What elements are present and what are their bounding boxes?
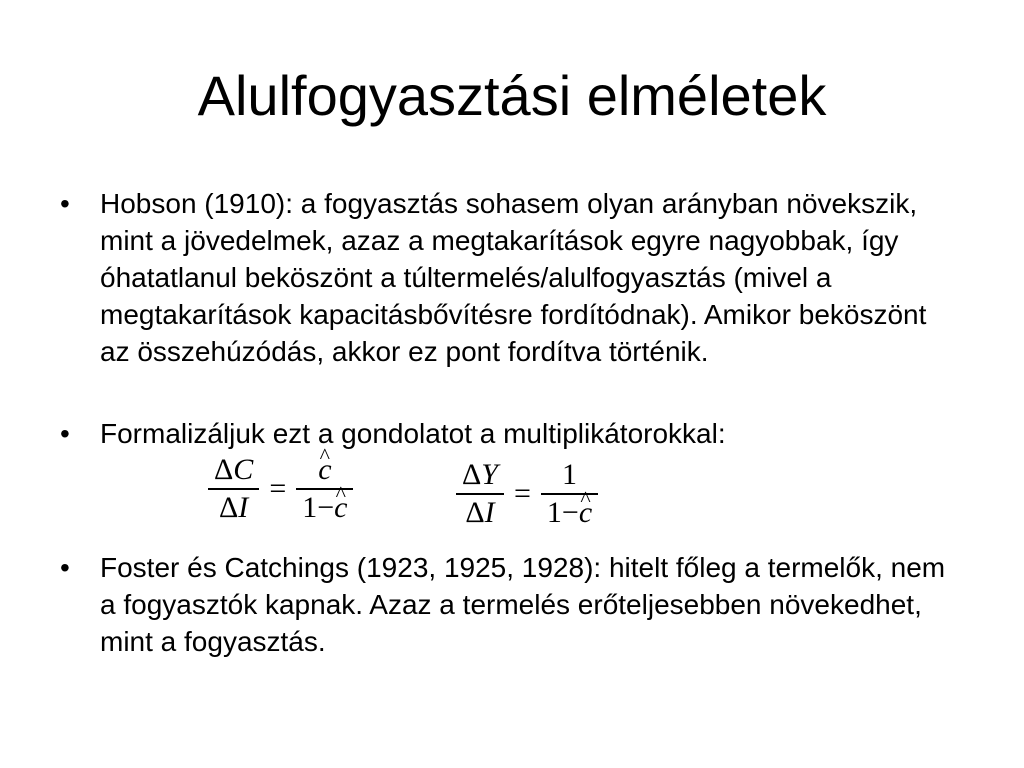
lhs-fraction (208, 452, 259, 526)
rhs-fraction (541, 457, 598, 531)
bullet-marker: • (60, 552, 70, 583)
slide-title: Alulfogyasztási elméletek (197, 64, 827, 127)
lhs-denominator: ΔI (219, 490, 249, 524)
rhs-numerator: 1 (562, 458, 578, 491)
bullet-text: Foster és Catchings (1923, 1925, 1928): hitelt főleg a termelők, nem a fogyasztók kapnak. Azaz a termelés erőteljesebben növekedhet, mint a fogyasztás. (100, 552, 946, 657)
bullet-text: Formalizáljuk ezt a gondolatot a multiplikátorokkal: (100, 418, 726, 449)
equals-sign: = (269, 471, 287, 505)
lhs-denominator: ΔI (465, 495, 495, 529)
rhs-fraction (296, 452, 353, 526)
rhs-denominator: 1−^ c (296, 490, 353, 526)
bullet-item-formalize (60, 415, 960, 452)
lhs-fraction (456, 457, 504, 531)
bullet-item-hobson (60, 185, 960, 370)
lhs-numerator: ΔY (462, 458, 498, 491)
consumption-multiplier-formula (208, 452, 353, 526)
bullet-marker: • (60, 188, 70, 219)
lhs-numerator: ΔC (214, 453, 254, 486)
equals-sign: = (513, 476, 531, 510)
rhs-numerator: ^ c (312, 452, 337, 488)
bullet-marker: • (60, 418, 70, 449)
bullet-text: Hobson (1910): a fogyasztás sohasem olyan arányban növekszik, mint a jövedelmek, azaz a megtakarítások egyre nagyobbak, így óhatatlanul beköszönt a túltermelés/alulfogyasztás (mivel a megtakarítások kapacitásbővítésre fordítódnak). Amikor beköszönt az összehúzódás, akkor ez pont fordítva történik. (100, 188, 927, 367)
income-multiplier-formula (456, 457, 598, 531)
bullet-item-foster-catchings (60, 549, 960, 660)
rhs-denominator: 1−^ c (541, 495, 598, 531)
